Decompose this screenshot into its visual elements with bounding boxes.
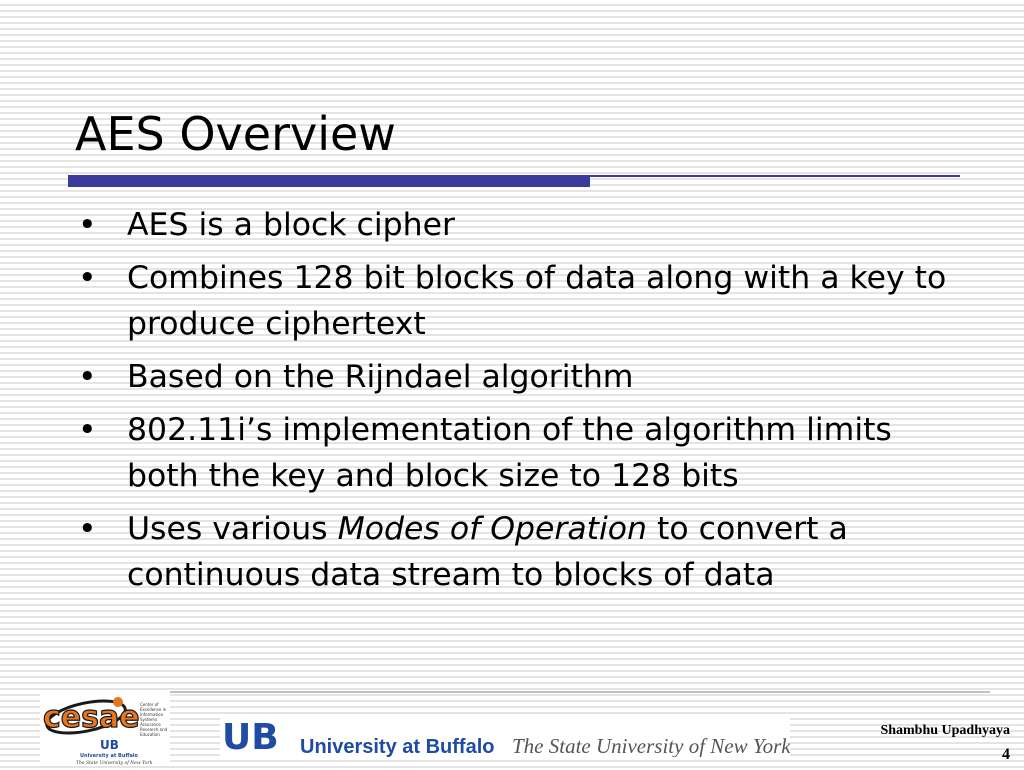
bullet-item [78,202,958,248]
ub-tagline: The State University of New York [512,734,790,757]
bullet-text: Based on the Rijndael algorithm [127,359,634,395]
svg-text:Information: Information [140,712,164,717]
cesae-wordmark: cesae [43,700,140,735]
bullet-text: Combines 128 bit blocks of data along with a key to produce ciphertext [127,260,947,342]
bullet-emphasis: Modes of Operation [337,511,647,547]
svg-text:Center of: Center of [140,702,159,707]
bullet-text: 802.11i’s implementation of the algorithm limits both the key and block size to 128 bits [127,412,892,494]
ub-mark-icon: UB [222,717,279,757]
svg-text:Assurance: Assurance [140,722,161,727]
svg-text:Education: Education [140,732,160,737]
svg-text:Excellence in: Excellence in [140,707,167,712]
cesae-side-text [140,702,168,737]
cesae-caption-line1: University at Buffalo [80,753,138,759]
bullet-marker: • [78,207,97,243]
bullet-marker: • [78,412,97,448]
bullet-item [78,407,958,499]
bullet-list [78,202,958,605]
bullet-marker: • [78,511,97,547]
bullet-item [78,354,958,400]
bullet-marker: • [78,359,97,395]
ub-name: University at Buffalo [300,736,495,757]
title-rule-thin [590,175,960,177]
bullet-text-part: Uses various [127,511,338,547]
cesae-ub-mark: UB [100,738,119,752]
page-number: 4 [1002,746,1010,763]
slide-title: AES Overview [75,107,396,161]
bullet-text: AES is a block cipher [127,207,455,243]
author-name: Shambhu Upadhyaya [880,723,1010,738]
bullet-item [78,506,958,598]
bullet-item [78,255,958,347]
title-rule-thick [68,175,590,187]
footer-rule [170,691,990,693]
svg-text:Systems: Systems [140,717,157,722]
cesae-logo [40,690,170,766]
bullet-text [127,511,848,593]
bullet-text-part: to convert a continuous data stream to blocks of data [127,511,848,593]
cesae-caption-line2: The State University of New York [76,761,153,766]
svg-text:Research and: Research and [140,727,168,732]
ub-logo [220,715,790,757]
bullet-marker: • [78,260,97,296]
